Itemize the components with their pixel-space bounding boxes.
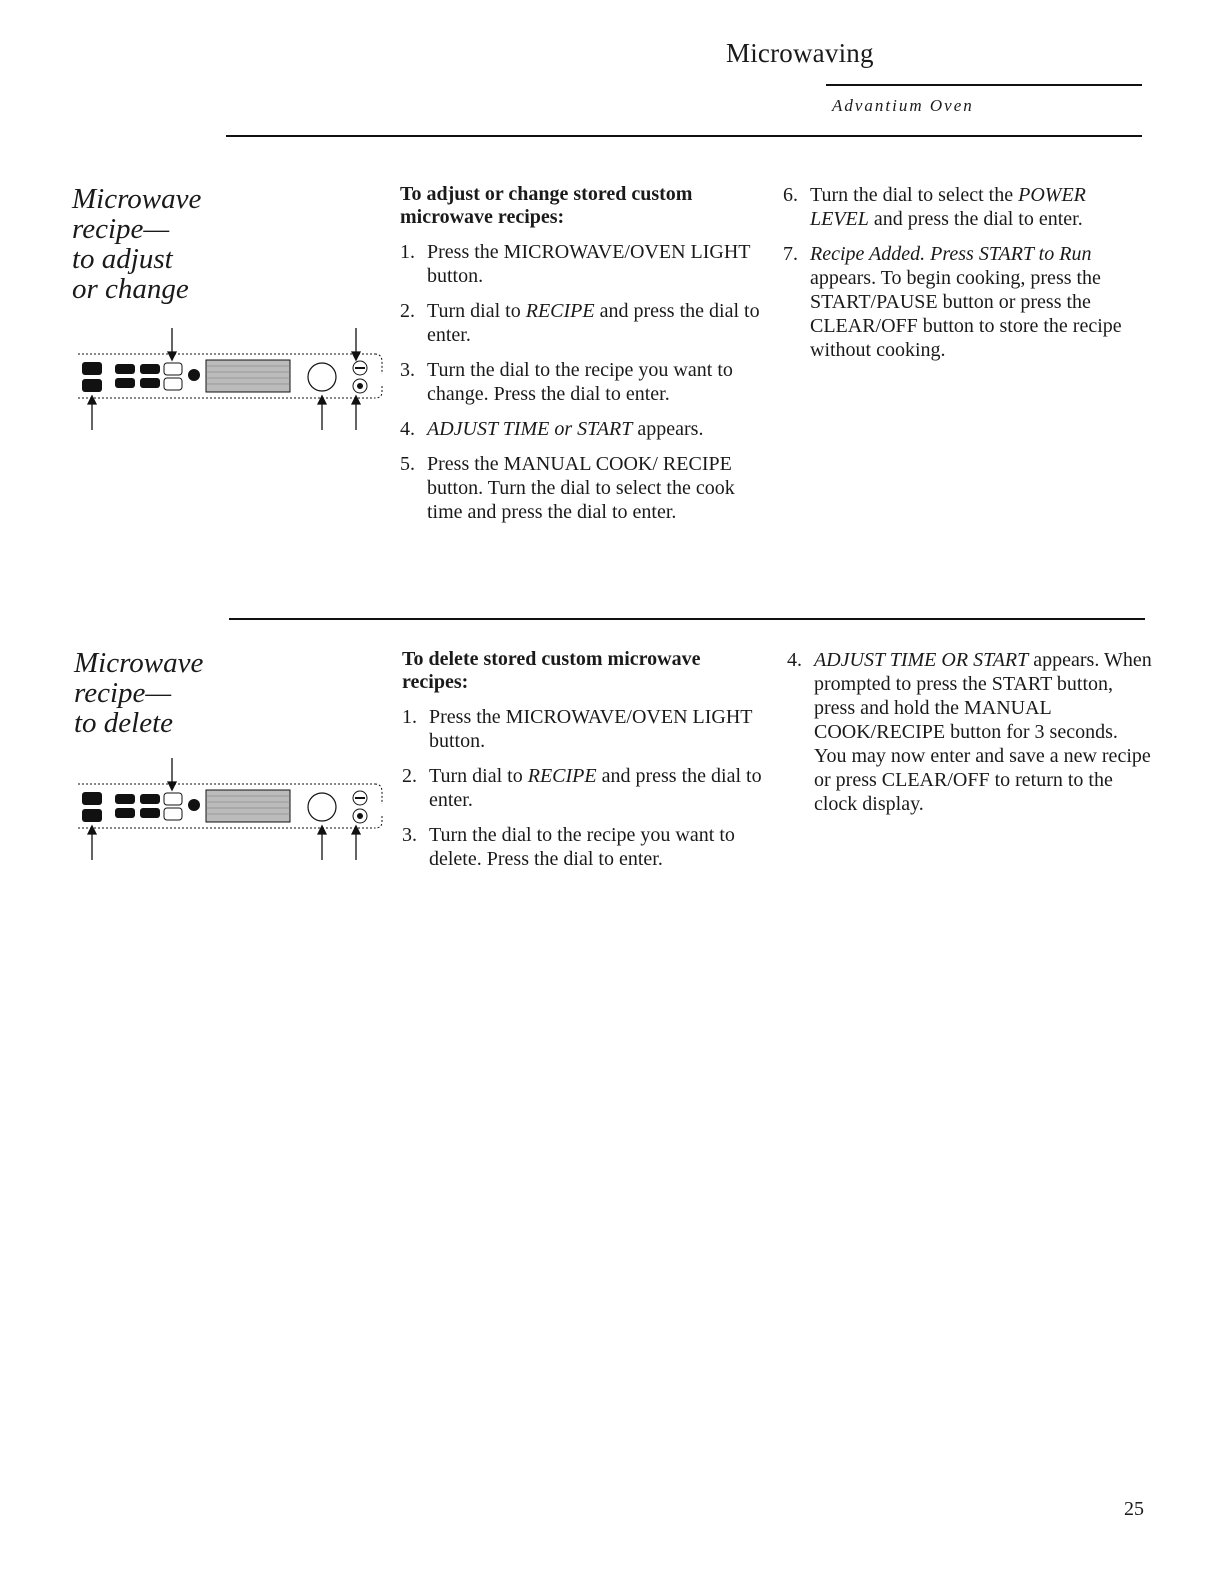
header-rule: [826, 84, 1142, 86]
step-text: Turn dial to: [427, 300, 526, 322]
section2-rule: [229, 618, 1145, 620]
section1-column-left: [400, 183, 760, 535]
step-number: 5.: [400, 453, 415, 475]
step-text: Turn the dial to the recipe you want to delete. Press the dial to enter.: [429, 824, 735, 870]
step-text: Turn dial to: [429, 765, 528, 787]
step-item: [400, 358, 760, 406]
control-panel-illustration-delete: [60, 758, 380, 868]
dial: [308, 363, 336, 391]
side-title-line: recipe—: [72, 213, 170, 245]
step-text: ADJUST TIME OR START: [814, 649, 1029, 671]
section1-side-title: [72, 184, 201, 304]
section1-heading: To adjust or change stored custom microwave recipes:: [400, 183, 693, 228]
step-text: RECIPE: [527, 765, 597, 787]
step-text: Turn the dial to the recipe you want to change. Press the dial to enter.: [427, 359, 733, 405]
step-item: [783, 242, 1148, 362]
step-text: appears. When prompted to press the START button, press and hold the MANUAL COOK/RECIPE button for 3 seconds. You may now enter and save a new recipe or press CLEAR/OFF to return to the clock display.: [814, 649, 1152, 815]
section2-side-title: [74, 648, 203, 738]
step-item: [402, 823, 762, 871]
step-item: [402, 764, 762, 812]
step-number: 4.: [400, 418, 415, 440]
step-text: and press the dial to enter.: [427, 300, 760, 346]
step-number: 6.: [783, 184, 798, 206]
step-item: [787, 648, 1152, 816]
step-text: Press the MICROWAVE/OVEN LIGHT button.: [427, 241, 751, 287]
steps-list: [787, 648, 1152, 816]
step-item: [400, 417, 760, 441]
step-text: Recipe Added. Press START to Run: [810, 243, 1092, 265]
step-number: 1.: [402, 706, 417, 728]
step-text: Turn the dial to select the: [810, 184, 1019, 206]
step-text: Press the MANUAL COOK/ RECIPE button. Turn the dial to select the cook time and press the dial to enter.: [427, 453, 735, 523]
step-text: appears. To begin cooking, press the START/PAUSE button or press the CLEAR/OFF button to store the recipe without cooking.: [810, 267, 1122, 361]
step-item: [400, 452, 760, 524]
section2-column-right: [787, 648, 1152, 827]
side-title-line: to delete: [74, 707, 174, 739]
step-number: 3.: [402, 824, 417, 846]
step-text: ADJUST TIME or START: [427, 418, 633, 440]
side-title-line: recipe—: [74, 677, 172, 709]
step-text: RECIPE: [525, 300, 595, 322]
page-subtitle: Advantium Oven: [832, 96, 974, 115]
steps-list: [402, 705, 762, 871]
step-item: [783, 183, 1148, 231]
display-window: [206, 790, 290, 822]
dial: [308, 793, 336, 821]
step-item: [400, 240, 760, 288]
step-text: appears.: [632, 418, 704, 440]
step-text: Press the MICROWAVE/OVEN LIGHT button.: [429, 706, 753, 752]
display-window: [206, 360, 290, 392]
page-number: 25: [1124, 1498, 1144, 1520]
side-title-line: or change: [72, 273, 189, 305]
step-number: 3.: [400, 359, 415, 381]
step-item: [402, 705, 762, 753]
control-panel-illustration-adjust: [60, 328, 380, 438]
side-title-line: Microwave: [74, 647, 204, 679]
step-number: 2.: [400, 300, 415, 322]
section1-column-right: [783, 183, 1148, 373]
step-number: 1.: [400, 241, 415, 263]
step-number: 7.: [783, 243, 798, 265]
side-title-line: to adjust: [72, 243, 173, 275]
section2-column-left: [402, 648, 762, 882]
step-number: 2.: [402, 765, 417, 787]
steps-list: [783, 183, 1148, 362]
section1-rule: [226, 135, 1142, 137]
steps-list: [400, 240, 760, 524]
step-item: [400, 299, 760, 347]
step-text: and press the dial to enter.: [868, 208, 1083, 230]
keypad-buttons: [82, 362, 200, 392]
step-text: and press the dial to enter.: [429, 765, 762, 811]
step-text: POWER LEVEL: [810, 184, 1086, 230]
side-title-line: Microwave: [72, 183, 202, 215]
section2-heading: To delete stored custom microwave recipes:: [402, 648, 701, 693]
step-number: 4.: [787, 649, 802, 671]
keypad-buttons: [82, 792, 200, 822]
page-header-title: Microwaving: [726, 38, 874, 68]
